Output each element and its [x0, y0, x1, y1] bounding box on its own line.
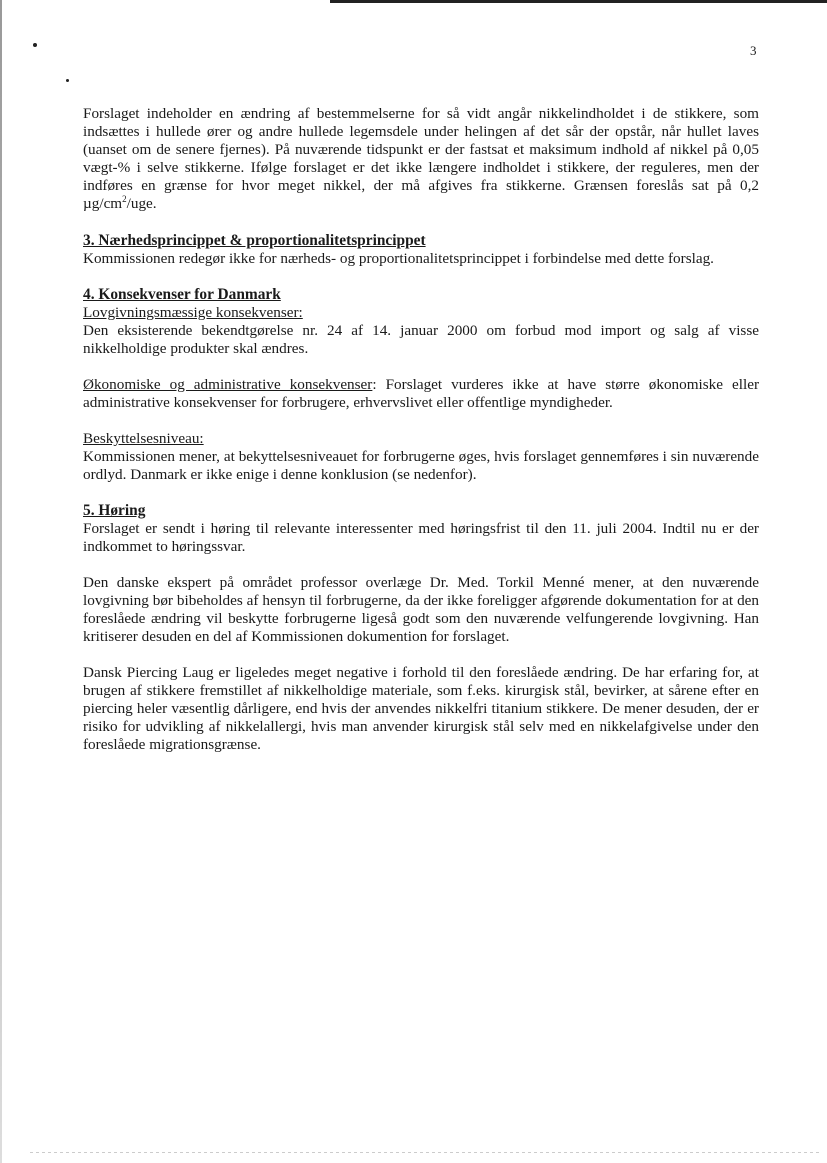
section-3-text: Kommissionen redegør ikke for nærheds- og proportionalitetsprincippet i forbindelse med dette forslag.	[83, 250, 714, 267]
economic-consequences-paragraph	[83, 376, 759, 412]
protection-level-label: Beskyttelsesniveau:	[83, 430, 204, 447]
scan-speck	[66, 79, 69, 82]
protection-level-text: Kommissionen mener, at bekyttelsesniveauet for forbrugerne øges, hvis forslaget gennemføres i sin nuværende ordlyd. Danmark er ikke enige i denne konklusion (se nedenfor).	[83, 448, 759, 483]
hearing-paragraph-2: Den danske ekspert på området professor overlæge Dr. Med. Torkil Menné mener, at den nuværende lovgivning bør bibeholdes af hensyn til forbrugerne, da der ikke foreligger afgørende dokumentation for at den foreslåede ændring vil beskytte forbrugerne ligeså godt som den nuværende velfungerende lovgivning. Han kritiserer desuden en del af Kommissionen dokumention for forslaget.	[83, 574, 759, 645]
superscript: 2	[122, 193, 127, 204]
section-5-heading: 5. Høring	[83, 502, 146, 519]
section-4-heading: 4. Konsekvenser for Danmark	[83, 286, 281, 303]
page-number: 3	[750, 43, 757, 58]
economic-consequences-text: : Forslaget vurderes ikke at have større økonomiske eller administrative konsekvenser for forbrugere, erhvervslivet eller offentlige myndigheder.	[83, 376, 760, 411]
hearing-paragraph-3: Dansk Piercing Laug er ligeledes meget negative i forhold til den foreslåede ændring. De har erfaring for, at brugen af stikkere fremstillet af nikkelholdige materiale, som f.eks. kirurgisk stål, bevirker, at sårene efter en piercing heler væsentlig dårligere, end hvis der anvendes nikkelfri titanium stikkere. De mener desuden, der er risiko for udvikling af nikkelallergi, hvis man anvender kirurgisk stål selv med en nikkelafgivelse under den foreslåede migrationsgrænse.	[83, 664, 759, 753]
legal-consequences-label: Lovgivningsmæssige konsekvenser:	[83, 304, 303, 321]
document-body	[83, 105, 759, 754]
top-rule	[330, 0, 827, 3]
scan-left-edge	[0, 0, 2, 1163]
legal-consequences-text: Den eksisterende bekendtgørelse nr. 24 af 14. januar 2000 om forbud mod import og salg af visse nikkelholdige produkter skal ændres.	[83, 322, 759, 357]
section-3-heading: 3. Nærhedsprincippet & proportionalitetsprincippet	[83, 232, 426, 249]
hearing-paragraph-1: Forslaget er sendt i høring til relevante interessenter med høringsfrist til den 11. juli 2004. Indtil nu er der indkommet to høringssvar.	[83, 520, 759, 555]
scan-bottom-edge	[30, 1152, 820, 1153]
scan-speck	[33, 43, 37, 47]
economic-consequences-label: Økonomiske og administrative konsekvenser	[83, 376, 373, 393]
intro-paragraph: Forslaget indeholder en ændring af bestemmelserne for så vidt angår nikkelindholdet i de stikkere, som indsættes i hullede ører og andre hullede legemsdele under helingen af det sår der opstår, når hullet laves (uanset om de senere fjernes). På nuværende tidspunkt er der fastsat et maksimum indhold af nikkel på 0,05 vægt-% i selve stikkerne. Ifølge forslaget er det ikke længere indholdet i stikkere, der reguleres, men der indføres en grænse for hvor meget nikkel, der må afgives fra stikkerne. Grænsen foreslås sat på 0,2 $\mu g/cm^2$/uge.	[83, 105, 759, 212]
